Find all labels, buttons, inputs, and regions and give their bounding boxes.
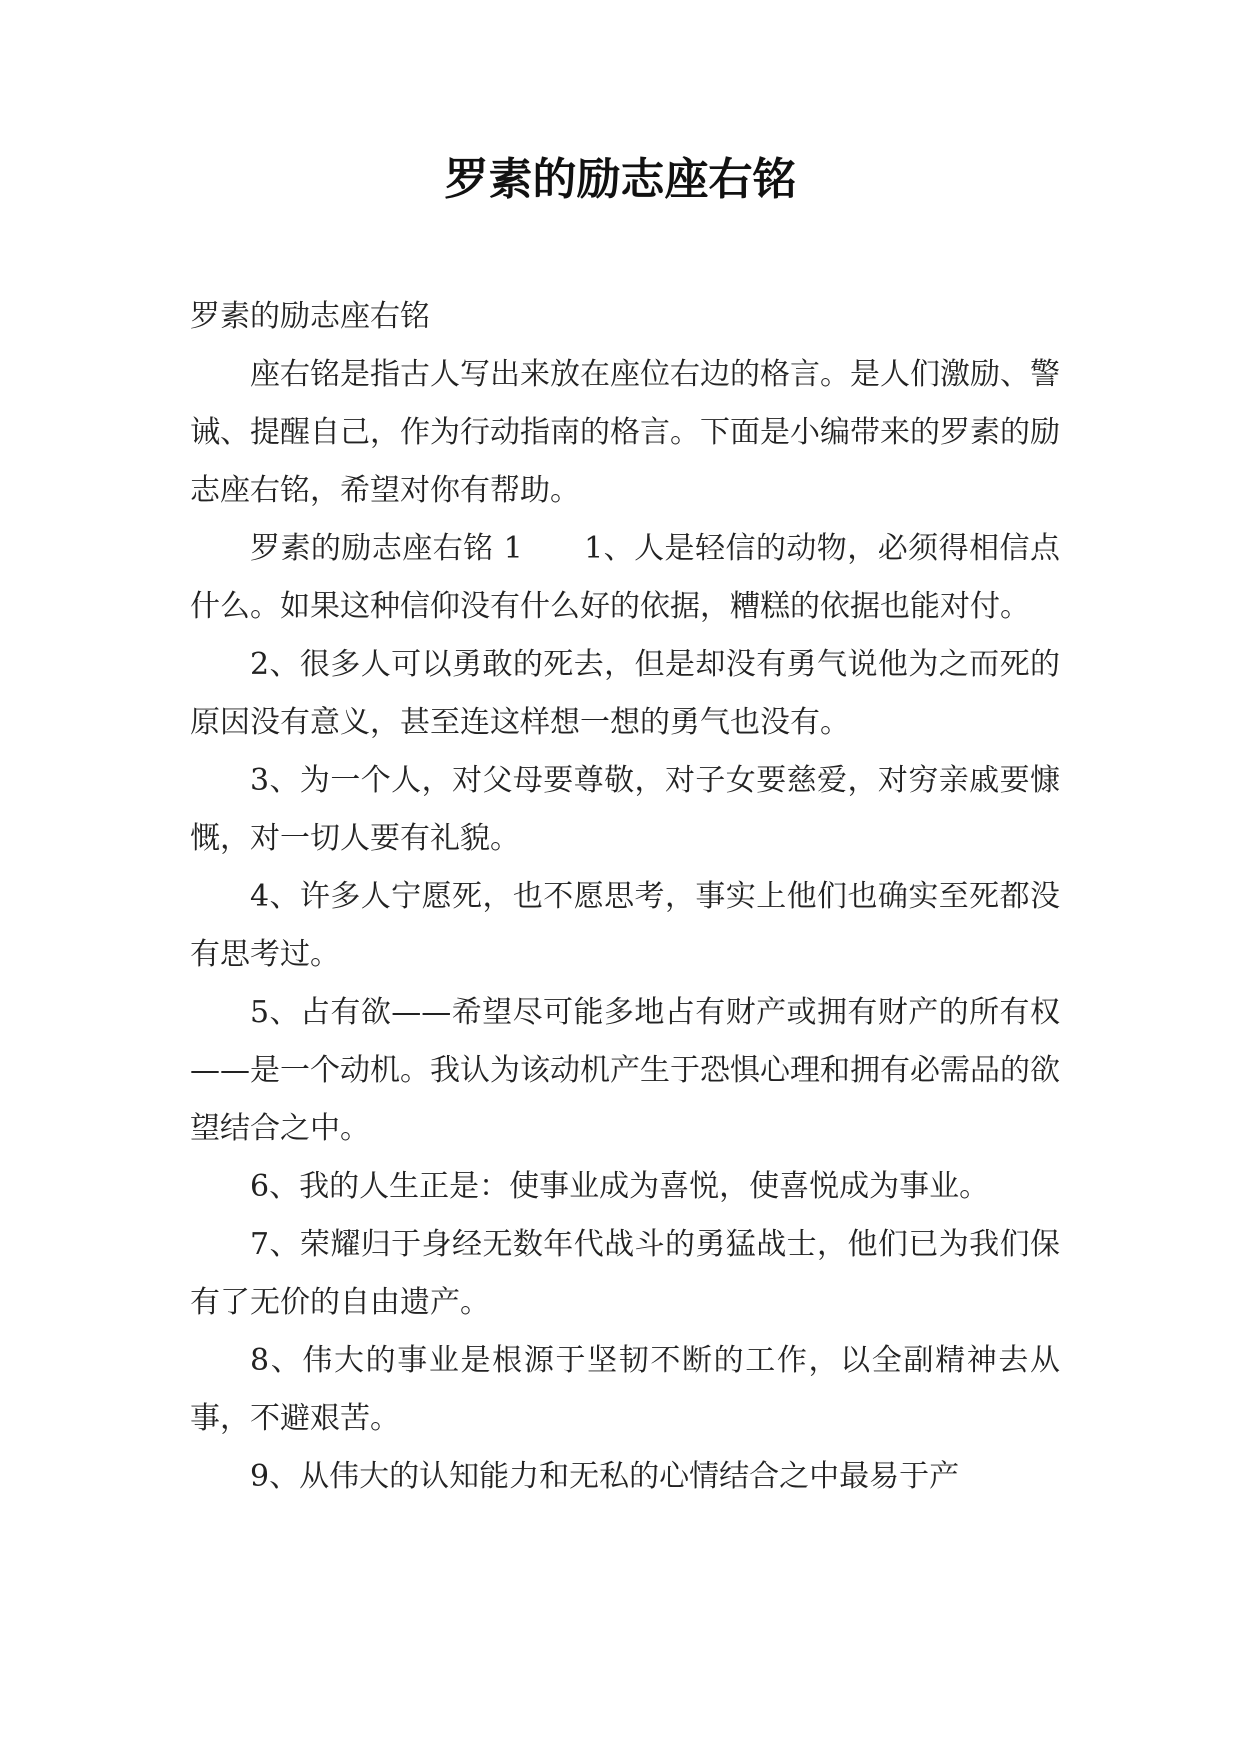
paragraph-quote-9: 9、从伟大的认知能力和无私的心情结合之中最易于产: [250, 1459, 960, 1494]
document-body: [190, 288, 1060, 1506]
paragraph-quote-6: 6、我的人生正是：使事业成为喜悦，使喜悦成为事业。: [250, 1169, 990, 1204]
paragraph-quote-2: 2、很多人可以勇敢的死去，但是却没有勇气说他为之而死的原因没有意义，甚至连这样想一想的勇气也没有。: [190, 647, 1060, 740]
document-subtitle: 罗素的励志座右铭: [190, 299, 430, 334]
paragraph-quote-3: 3、为一个人，对父母要尊敬，对子女要慈爱，对穷亲戚要慷慨，对一切人要有礼貌。: [190, 763, 1060, 856]
paragraph-quote-4: 4、许多人宁愿死，也不愿思考，事实上他们也确实至死都没有思考过。: [190, 879, 1060, 972]
paragraph-quote-1: 罗素的励志座右铭 1 1、人是轻信的动物，必须得相信点什么。如果这种信仰没有什么好的依据，糟糕的依据也能对付。: [190, 531, 1060, 624]
paragraph-quote-7: 7、荣耀归于身经无数年代战斗的勇猛战士，他们已为我们保有了无价的自由遗产。: [190, 1227, 1060, 1320]
document-title: 罗素的励志座右铭: [444, 154, 797, 205]
paragraph-intro: 座右铭是指古人写出来放在座位右边的格言。是人们激励、警诫、提醒自己，作为行动指南的格言。下面是小编带来的罗素的励志座右铭，希望对你有帮助。: [190, 357, 1060, 508]
paragraph-quote-5: 5、占有欲——希望尽可能多地占有财产或拥有财产的所有权——是一个动机。我认为该动机产生于恐惧心理和拥有必需品的欲望结合之中。: [190, 995, 1060, 1146]
paragraph-quote-8: 8、伟大的事业是根源于坚韧不断的工作，以全副精神去从事，不避艰苦。: [190, 1343, 1060, 1436]
